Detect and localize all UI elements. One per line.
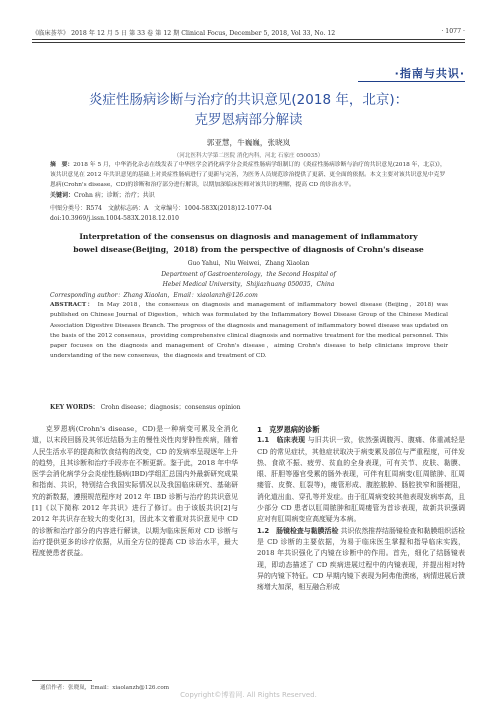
journal-citation: 《临床荟萃》 2018 年 12 月 5 日 第 33 卷 第 12 期 Clinical Focus, December 5, 2018, Vol 33, No. 12 (32, 30, 336, 37)
subsection-1-1-text: 与旧共识一致，依然强调腹泻、腹痛、体重减轻是 CD 的常见症状，其他症状取决于病变累及部位与严重程度，可伴发热、食欲不振、疲劳、贫血的全身表现，可有关节、皮肤、黏膜、眼、肝胆等器官受累的肠外表现，可伴有肛周病变(肛周脓肿、肛周瘘管、皮赘、肛裂等)，瘘管形成、腹腔脓肿、肠腔狭窄和肠梗阻，消化道出血、穿孔等并发症。由于肛周病变较其他表现发病率高，且少部分 CD 患者以肛周脓肿和肛周瘘管为首诊表现，故新共识强调应对有肛周病变应高度疑为本病。 (257, 436, 465, 524)
english-authors: Guo Yahui，Niu Weiwei，Zhang Xiaolan (187, 260, 310, 267)
intro-paragraph: 克罗恩病(Crohn's disease，CD)是一种病变可累及全消化道，以末段回肠及其邻近结肠为主的慢性炎性肉芽肿性疾病，随着人民生活水平的提高和饮食结构的改变，CD 的发病率呈现逐年上升的趋势，且其诊断和治疗手段亦在不断更新。鉴于此，2018 年中华医学会消化病学分会炎症性肠病(IBD)学组汇总国内外最新研究成果和指南、共识，特别结合我国实际情况以及我国临床研究、基础研究的新数据，遵照规范程序对 2012 年 IBD 诊断与治疗的共识意见[1]《以下简称 2012 年共识》进行了修订。由于该版共识[2]与 2012 年共识存在较大的变化[3]，因此本文着重对共识意见中 CD 的诊断和治疗部分的内容进行解读，以期为临床医师对 CD 诊断与治疗提供更多的诊疗依据，从而全方位的提高 CD 诊治水平，最大程度使患者获益。 (32, 425, 238, 558)
doi-line: doi:10.3969/j.issn.1004-583X.2018.12.010 (50, 215, 179, 222)
keywords-cn (50, 190, 155, 199)
page-number: · 1077 · (441, 28, 465, 35)
authors: 郭亚慧，牛巍巍，张晓岚 (206, 138, 291, 147)
running-header (32, 28, 465, 37)
english-title-line1: Interpretation of the consensus on diagnosis and management of inflammatory (79, 232, 418, 241)
abstract-cn-label: 摘 要： (50, 162, 74, 168)
abstract-cn-text: 2018 年 5 月，中华消化杂志在线发表了中华医学会消化病学分会炎症性肠病学组制订的《炎症性肠病诊断与治疗的共识意见(2018 年，北京)》，该共识意见在 2012 年共识意见的基础上对炎症性肠病进行了更新与完善，为医务人员规范诊治提供了更新、更全面的依据。本文主要对该共识意见中克罗恩病(Crohn's disease，CD)的诊断和治疗部分进行解读，以期加深临床医师对该共识的理解，提高 CD 的诊治水平。 (50, 162, 446, 189)
english-keywords-text: Crohn disease；diagnosis；consensus opinion (100, 404, 241, 411)
subsection-1-2 (257, 526, 465, 594)
section-heading: 1 克罗恩病的诊断 (257, 425, 320, 434)
keywords-cn-label: 关键词： (50, 192, 75, 199)
classification-line: 中图分类号：R574 文献标志码：A 文章编号：1004-583X(2018)12-1077-04 (50, 205, 272, 212)
english-abstract (50, 300, 448, 362)
subsection-1-2-text: 共识依然推荐结肠镜检查和黏膜组织活检是 CD 诊断的主要依据，为易于临床医生掌握和指导临床实践，2018 年共识强化了内镜在诊断中的作用。首先，细化了结肠镜表现，即动态描述了 CD 疾病进展过程中的内镜表现，并提出相对特异的内镜下特征。CD 早期内镜下表现为阿弗他溃疡，病情进展后溃疡增大加深，相互融合形成 (257, 526, 465, 592)
article-title-line1: 炎症性肠病诊断与治疗的共识意见(2018 年，北京)： (88, 92, 409, 108)
english-keywords-label: KEY WORDS： (50, 404, 99, 411)
english-keywords (50, 402, 241, 411)
affiliation: （河北医科大学第二医院 消化内科，河北 石家庄 050035） (173, 153, 324, 159)
english-abstract-label: ABSTRACT： (50, 302, 95, 308)
article-title-line2: 克罗恩病部分解读 (194, 112, 303, 128)
copyright-watermark: Copyright©博看网. All Rights Reserved. (180, 691, 317, 699)
subsection-1-1 (257, 435, 465, 525)
english-title-line2: bowel disease(Beijing，2018) from the perspective of diagnosis of Crohn's disease (73, 245, 424, 254)
english-department: Department of Gastroenterology，the Second Hospital of (161, 271, 336, 278)
subsection-1-2-label: 1.2 肠镜检查与黏膜活检 (257, 526, 339, 535)
column-tag-rule (358, 81, 465, 82)
english-abstract-text: In May 2018，the consensus on diagnosis and management of inflammatory bowel disease (Beijing，2018) was published on Chinese Journal of Digestion，which was formulated by the Inflammatory Bowel Disease Group of the Chinese Medical Association Digestive Diseases Branch. The progress of the diagnosis and management of inflammatory bowel disease was updated on the basis of the 2012 consensus，providing comprehensive clinical diagnosis and normative treatment for the medical personnel. This paper focuses on the diagnosis and management of Crohn's disease，aiming Crohn's disease to help clinicians improve their understanding of the new consensus，the diagnosis and treatment of CD. (50, 302, 449, 360)
keywords-cn-text: Crohn 病；诊断；治疗；共识 (74, 192, 155, 199)
english-corresponding-author: Corresponding author：Zhang Xiaolan，Email：xiaolanzh@126.com (50, 292, 258, 299)
footnote: 通信作者：张晓岚，Email：xiaolanzh@126.com (40, 685, 170, 691)
footnote-rule (32, 680, 92, 681)
header-rule (32, 39, 465, 40)
header-rule-thin (32, 42, 465, 43)
body-left-column (32, 424, 238, 560)
subsection-1-1-label: 1.1 临床表现 (257, 436, 306, 445)
abstract-cn (50, 160, 448, 191)
english-department-line2: Hebei Medical University，Shijiazhuang 050035，China (162, 281, 335, 288)
column-tag: ·指南与共识· (394, 67, 465, 80)
body-right-column (257, 424, 465, 593)
